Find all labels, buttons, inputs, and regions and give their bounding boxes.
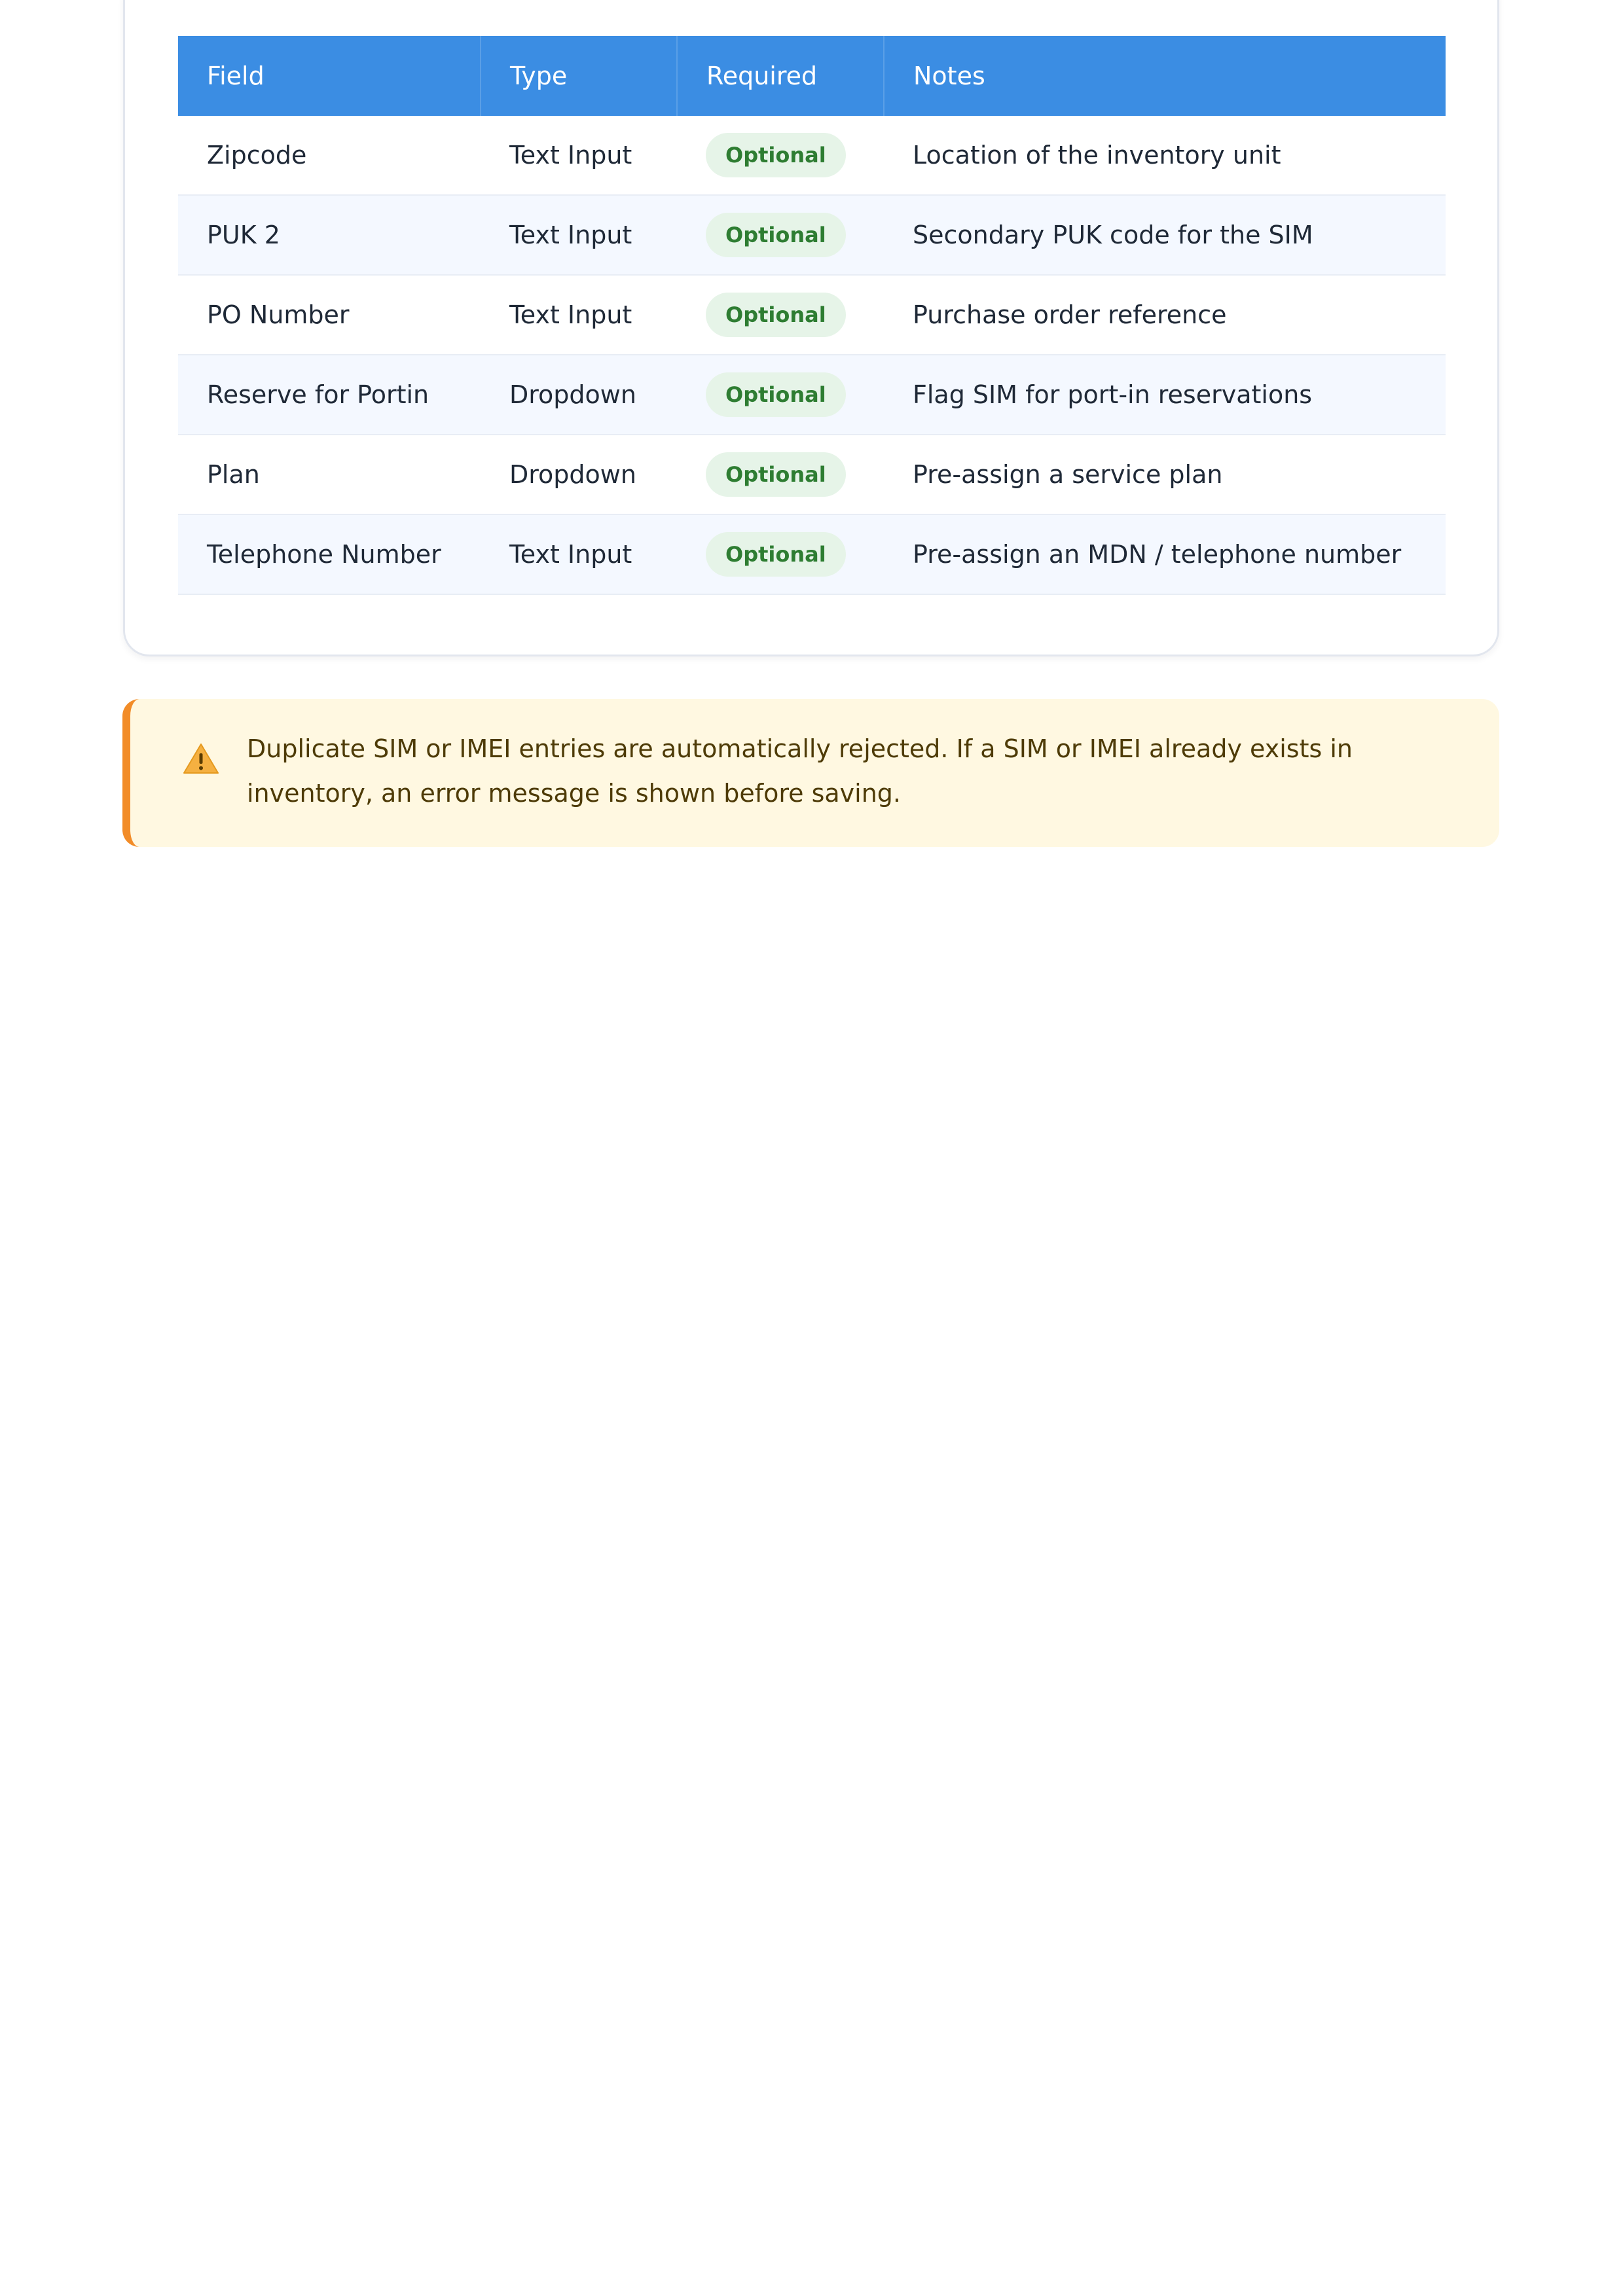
cell-notes: Pre-assign a service plan bbox=[884, 435, 1446, 514]
table-row bbox=[178, 275, 1446, 355]
cell-field: Telephone Number bbox=[178, 514, 481, 594]
cell-required bbox=[677, 195, 884, 275]
cell-field: PUK 2 bbox=[178, 195, 481, 275]
cell-notes: Secondary PUK code for the SIM bbox=[884, 195, 1446, 275]
column-header-field: Field bbox=[178, 36, 481, 116]
optional-badge: Optional bbox=[706, 133, 846, 177]
column-header-required: Required bbox=[677, 36, 884, 116]
warning-text: Duplicate SIM or IMEI entries are automatically rejected. If a SIM or IMEI already exists in inventory, an error message is shown before saving. bbox=[247, 734, 1353, 808]
table-row bbox=[178, 116, 1446, 195]
table-row bbox=[178, 355, 1446, 435]
cell-type: Text Input bbox=[481, 195, 677, 275]
cell-notes: Flag SIM for port-in reservations bbox=[884, 355, 1446, 435]
column-header-type: Type bbox=[481, 36, 677, 116]
warning-triangle-icon bbox=[183, 742, 219, 775]
cell-field: Reserve for Portin bbox=[178, 355, 481, 435]
cell-notes: Purchase order reference bbox=[884, 275, 1446, 355]
optional-badge: Optional bbox=[706, 452, 846, 497]
cell-required bbox=[677, 514, 884, 594]
column-header-notes: Notes bbox=[884, 36, 1446, 116]
cell-field: Zipcode bbox=[178, 116, 481, 195]
cell-required bbox=[677, 435, 884, 514]
optional-badge: Optional bbox=[706, 293, 846, 337]
table-row bbox=[178, 195, 1446, 275]
cell-type: Dropdown bbox=[481, 435, 677, 514]
table-row bbox=[178, 514, 1446, 594]
cell-required bbox=[677, 275, 884, 355]
cell-type: Text Input bbox=[481, 514, 677, 594]
cell-notes: Location of the inventory unit bbox=[884, 116, 1446, 195]
optional-badge: Optional bbox=[706, 532, 846, 577]
cell-notes: Pre-assign an MDN / telephone number bbox=[884, 514, 1446, 594]
optional-badge: Optional bbox=[706, 213, 846, 257]
cell-type: Text Input bbox=[481, 116, 677, 195]
optional-badge: Optional bbox=[706, 372, 846, 417]
table-row bbox=[178, 435, 1446, 514]
duplicate-warning-callout bbox=[122, 699, 1499, 847]
cell-type: Dropdown bbox=[481, 355, 677, 435]
cell-field: Plan bbox=[178, 435, 481, 514]
fields-table bbox=[178, 36, 1446, 595]
cell-required bbox=[677, 116, 884, 195]
cell-type: Text Input bbox=[481, 275, 677, 355]
cell-required bbox=[677, 355, 884, 435]
cell-field: PO Number bbox=[178, 275, 481, 355]
table-body bbox=[178, 116, 1446, 594]
table-header bbox=[178, 36, 1446, 116]
